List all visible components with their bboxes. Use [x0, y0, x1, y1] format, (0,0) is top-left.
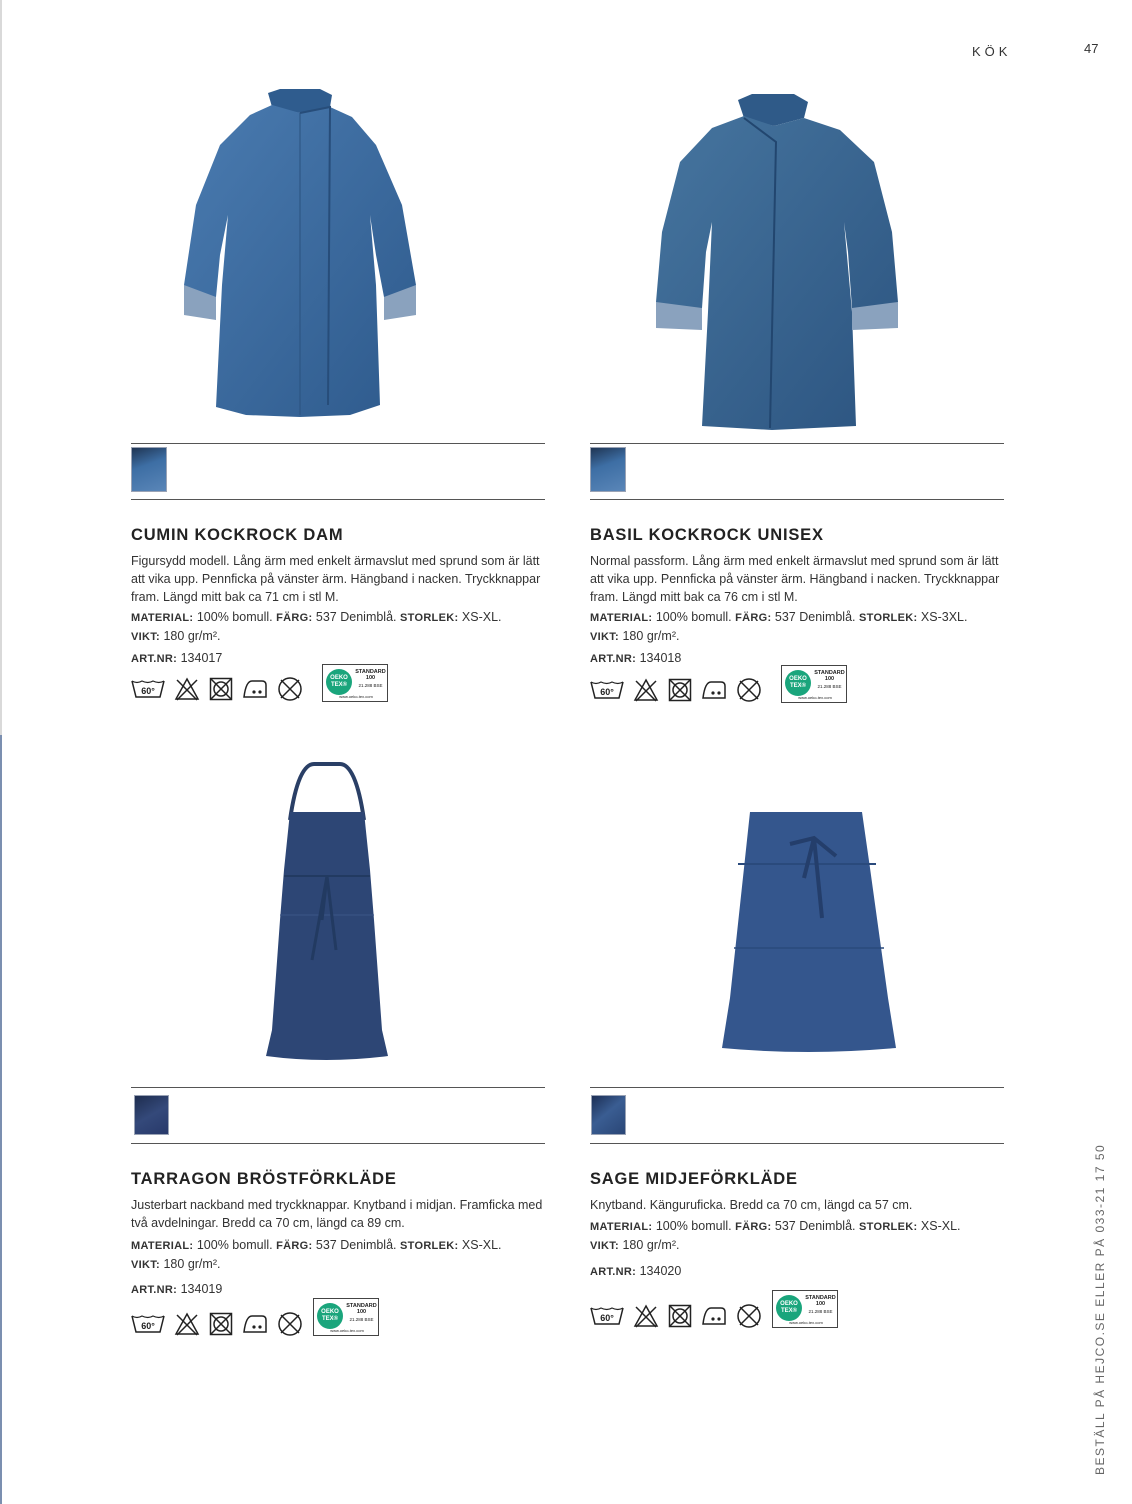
no-tumble-dry-icon — [209, 1312, 233, 1336]
color-swatch-bar-tarragon — [131, 1087, 545, 1144]
product-description: Knytband. Känguruficka. Bredd ca 70 cm, längd ca 57 cm. — [590, 1198, 913, 1212]
oeko-tex-badge: OEKO TEX® STANDARD 100 21.288 BSE www.oeko-tex.com — [772, 1290, 838, 1328]
product-description: Figursydd modell. Lång ärm med enkelt ärmavslut med sprund som är lätt att vika upp. Pennficka på vänster ärm. Hängband i nacken. Tryckknappar fram. Längd mitt bak ca 71 cm i stl M. — [131, 554, 541, 604]
care-symbols — [590, 1303, 762, 1329]
no-dry-clean-icon — [277, 676, 303, 702]
article-number: ART.NR: 134019 — [131, 1282, 223, 1296]
care-symbols — [131, 1311, 303, 1337]
section-label: KÖK — [972, 44, 1012, 59]
color-swatch-bar-sage — [590, 1087, 1004, 1144]
product-specs: MATERIAL: 100% bomull. FÄRG: 537 Denimblå. STORLEK: XS-XL. VIKT: 180 gr/m². — [590, 1219, 961, 1252]
color-swatch-denim[interactable] — [590, 447, 626, 492]
iron-medium-icon — [701, 678, 727, 702]
no-dry-clean-icon — [736, 677, 762, 703]
page-edge-accent — [0, 735, 2, 1504]
oeko-tex-badge: OEKO TEX® STANDARD 100 21.288 BSE www.oeko-tex.com — [781, 665, 847, 703]
wash-60-icon — [131, 677, 165, 701]
iron-medium-icon — [242, 677, 268, 701]
oeko-tex-logo: OEKO TEX® — [317, 1303, 343, 1329]
order-info-side-text: BESTÄLL PÅ HEJCO.SE ELLER PÅ 033-21 17 50 — [1093, 1143, 1107, 1475]
iron-medium-icon — [701, 1304, 727, 1328]
color-swatch-denim[interactable] — [591, 1095, 626, 1135]
color-swatch-bar-basil — [590, 443, 1004, 500]
article-number: ART.NR: 134020 — [590, 1264, 682, 1278]
no-tumble-dry-icon — [668, 1304, 692, 1328]
product-specs: MATERIAL: 100% bomull. FÄRG: 537 Denimblå. STORLEK: XS-XL. VIKT: 180 gr/m². — [131, 610, 502, 643]
product-description: Justerbart nackband med tryckknappar. Knytband i midjan. Framficka med två avdelningar. Bredd ca 70 cm, längd ca 89 cm. — [131, 1198, 543, 1230]
product-title: SAGE MIDJEFÖRKLÄDE — [590, 1170, 798, 1188]
color-swatch-denim[interactable] — [131, 447, 167, 492]
article-number: ART.NR: 134017 — [131, 651, 223, 665]
oeko-tex-logo: OEKO TEX® — [785, 670, 811, 696]
no-bleach-icon — [633, 1304, 659, 1328]
page-number: 47 — [1084, 41, 1099, 56]
product-title: CUMIN KOCKROCK DAM — [131, 526, 344, 544]
no-bleach-icon — [174, 677, 200, 701]
care-symbols — [590, 677, 762, 703]
no-dry-clean-icon — [736, 1303, 762, 1329]
wash-60-icon — [131, 1312, 165, 1336]
oeko-tex-logo: OEKO TEX® — [776, 1295, 802, 1321]
product-photo-sage-apron — [718, 808, 900, 1054]
color-swatch-bar-cumin — [131, 443, 545, 500]
oeko-tex-logo: OEKO TEX® — [326, 669, 352, 695]
svg-text:60°: 60° — [141, 686, 155, 696]
product-photo-tarragon-apron — [262, 760, 392, 1066]
oeko-tex-badge: OEKO TEX® STANDARD 100 21.288 BSE www.oeko-tex.com — [322, 664, 388, 702]
svg-text:60°: 60° — [141, 1321, 155, 1331]
product-title: BASIL KOCKROCK UNISEX — [590, 526, 824, 544]
no-tumble-dry-icon — [668, 678, 692, 702]
product-title: TARRAGON BRÖSTFÖRKLÄDE — [131, 1170, 397, 1188]
no-tumble-dry-icon — [209, 677, 233, 701]
wash-60-icon — [590, 678, 624, 702]
product-specs: MATERIAL: 100% bomull. FÄRG: 537 Denimblå. STORLEK: XS-3XL. VIKT: 180 gr/m². — [590, 610, 968, 643]
no-dry-clean-icon — [277, 1311, 303, 1337]
product-photo-basil-jacket — [652, 92, 902, 432]
product-photo-cumin-jacket — [180, 85, 420, 420]
product-description: Normal passform. Lång ärm med enkelt ärmavslut med sprund som är lätt att vika upp. Pennficka på vänster ärm. Hängband i nacken. Tryckknappar fram. Längd mitt bak ca 76 cm i stl M. — [590, 554, 1000, 604]
svg-text:60°: 60° — [600, 1313, 614, 1323]
care-symbols — [131, 676, 303, 702]
svg-text:60°: 60° — [600, 687, 614, 697]
no-bleach-icon — [174, 1312, 200, 1336]
wash-60-icon — [590, 1304, 624, 1328]
iron-medium-icon — [242, 1312, 268, 1336]
color-swatch-denim[interactable] — [134, 1095, 169, 1135]
oeko-tex-badge: OEKO TEX® STANDARD 100 21.288 BSE www.oeko-tex.com — [313, 1298, 379, 1336]
no-bleach-icon — [633, 678, 659, 702]
product-specs: MATERIAL: 100% bomull. FÄRG: 537 Denimblå. STORLEK: XS-XL. VIKT: 180 gr/m². — [131, 1238, 502, 1271]
article-number: ART.NR: 134018 — [590, 651, 682, 665]
